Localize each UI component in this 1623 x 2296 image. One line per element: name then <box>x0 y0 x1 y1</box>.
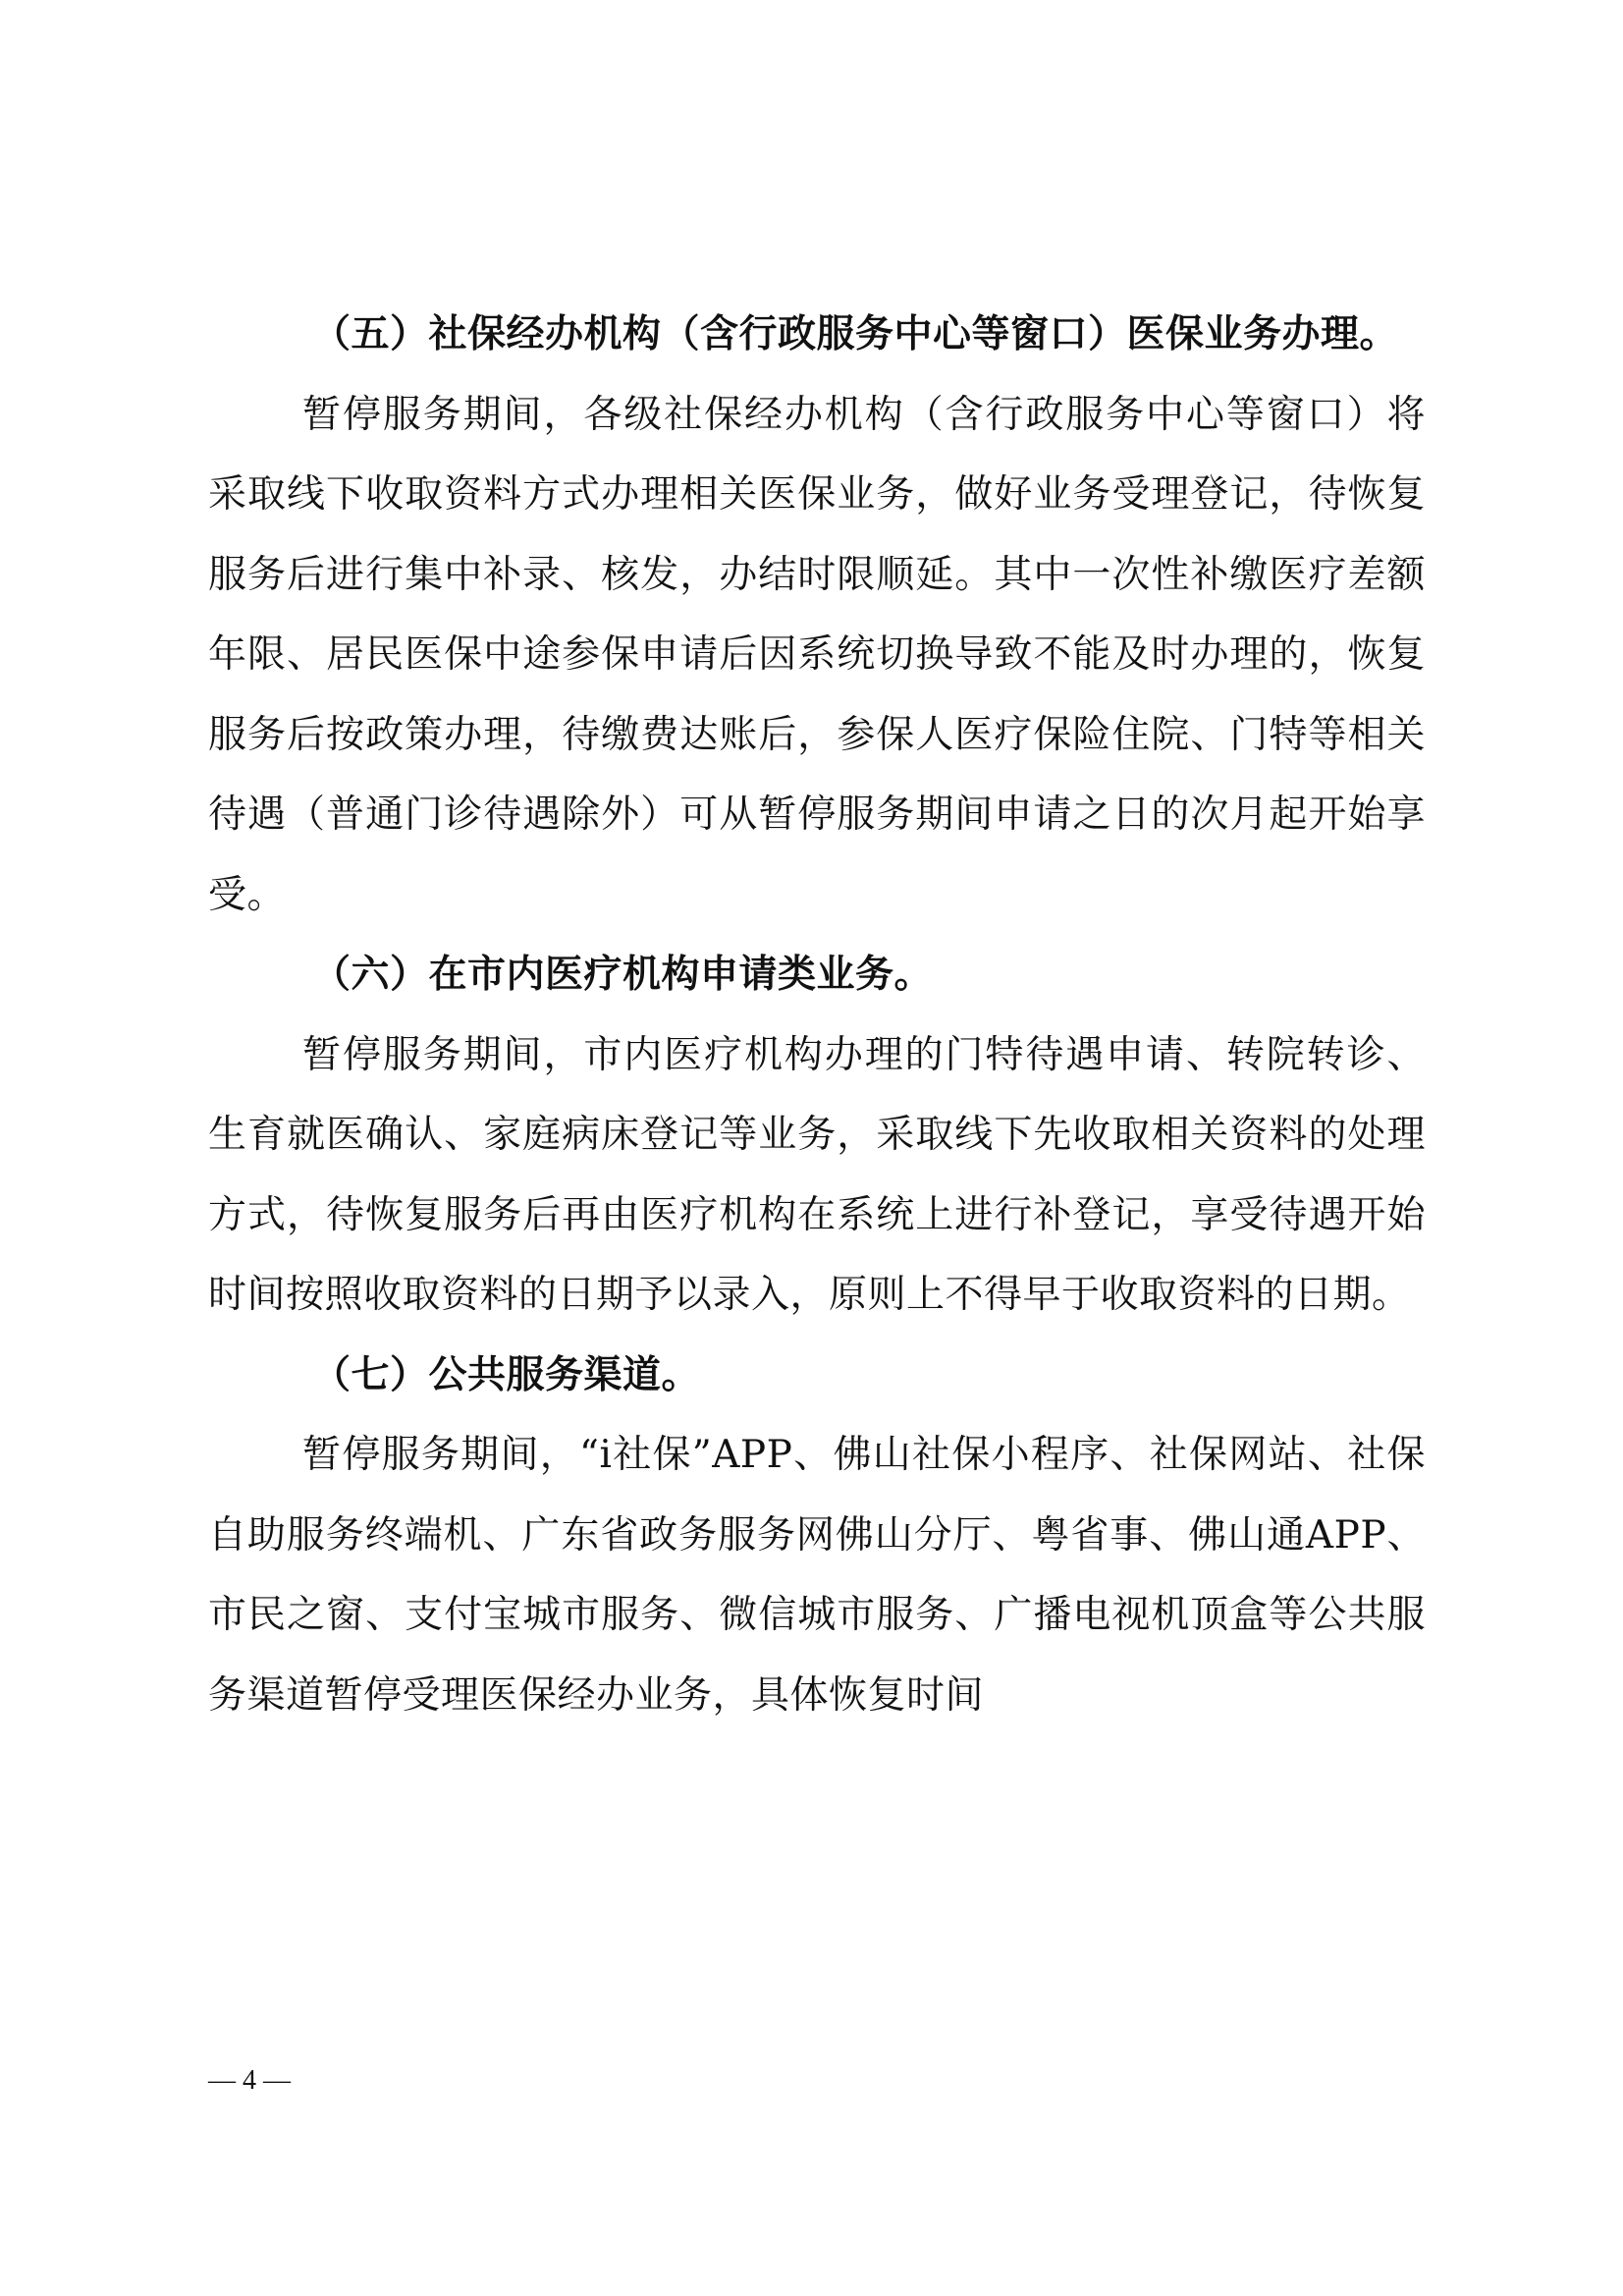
section-5-heading: （五）社保经办机构（含行政服务中心等窗口）医保业务办理。 <box>312 312 1399 356</box>
section-5-paragraph: 暂停服务期间，各级社保经办机构（含行政服务中心等窗口）将采取线下收取资料方式办理相关医保业务，做好业务受理登记，待恢复服务后进行集中补录、核发，办结时限顺延。其中一次性补缴医疗差额年限、居民医保中途参保申请后因系统切换导致不能及时办理的，恢复服务后按政策办理，待缴费达账后，参保人医疗保险住院、门特等相关待遇（普通门诊待遇除外）可从暂停服务期间申请之日的次月起开始享受。 <box>208 392 1426 917</box>
section-7-heading: （七）公共服务渠道。 <box>312 1352 701 1397</box>
page-number: — 4 — <box>208 2065 291 2096</box>
document-body <box>208 295 1426 1735</box>
section-6-heading: （六）在市内医疗机构申请类业务。 <box>312 953 934 997</box>
section-7-paragraph: 暂停服务期间，“i社保”APP、佛山社保小程序、社保网站、社保自助服务终端机、广东省政务服务网佛山分厅、粤省事、佛山通APP、市民之窗、支付宝城市服务、微信城市服务、广播电视机顶盒等公共服务渠道暂停受理医保经办业务，具体恢复时间 <box>208 1433 1426 1718</box>
section-6-paragraph: 暂停服务期间，市内医疗机构办理的门特待遇申请、转院转诊、生育就医确认、家庭病床登记等业务，采取线下先收取相关资料的处理方式，待恢复服务后再由医疗机构在系统上进行补登记，享受待遇开始时间按照收取资料的日期予以录入，原则上不得早于收取资料的日期。 <box>208 1032 1426 1317</box>
